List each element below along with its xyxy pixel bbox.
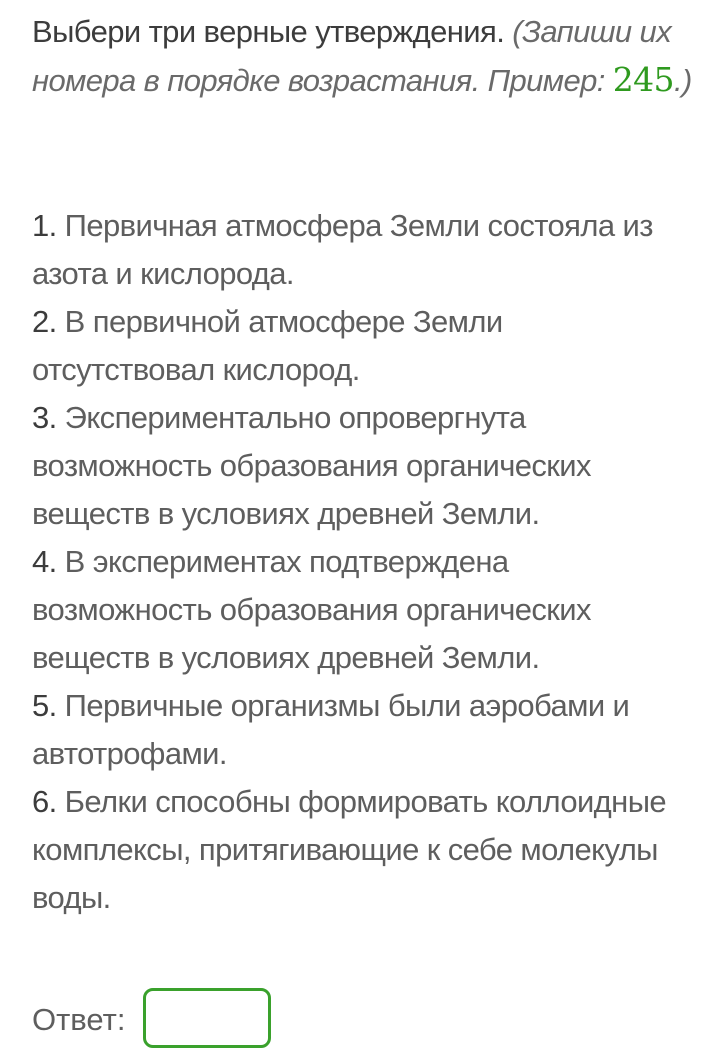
statements-list <box>32 202 692 922</box>
statement-2 <box>32 298 692 394</box>
statement-number: 2. <box>32 304 57 339</box>
statement-number: 4. <box>32 544 57 579</box>
statement-number: 5. <box>32 688 57 723</box>
statement-text: Первичная атмосфера Земли состояла из азота и кислорода. <box>32 208 653 291</box>
statement-text: В первичной атмосфере Земли отсутствовал кислород. <box>32 304 503 387</box>
statement-3 <box>32 394 692 538</box>
statement-text: Экспериментально опровергнута возможность образования органических веществ в условиях древней Земли. <box>32 400 591 531</box>
statement-5 <box>32 682 692 778</box>
statement-text: Белки способны формировать коллоидные комплексы, притягивающие к себе молекулы воды. <box>32 784 667 915</box>
statement-1 <box>32 202 692 298</box>
prompt-title: Выбери три верные утверждения. <box>32 14 505 49</box>
answer-input[interactable] <box>143 988 271 1048</box>
example-number: 245 <box>612 60 674 99</box>
prompt-note-before: (Запиши их номера в порядке возрастания. Пример: <box>32 14 672 98</box>
statement-text: В экспериментах подтверждена возможность образования органических веществ в условиях древней Земли. <box>32 544 591 675</box>
prompt-note-after: .) <box>673 63 692 98</box>
statement-4 <box>32 538 692 682</box>
answer-row <box>32 986 432 1037</box>
statement-text: Первичные организмы были аэробами и автотрофами. <box>32 688 630 771</box>
statement-6 <box>32 778 692 922</box>
answer-label: Ответ: <box>32 1002 126 1037</box>
statement-number: 1. <box>32 208 57 243</box>
prompt-text <box>32 8 692 105</box>
task-prompt <box>32 8 692 105</box>
statement-number: 6. <box>32 784 57 819</box>
statement-number: 3. <box>32 400 57 435</box>
